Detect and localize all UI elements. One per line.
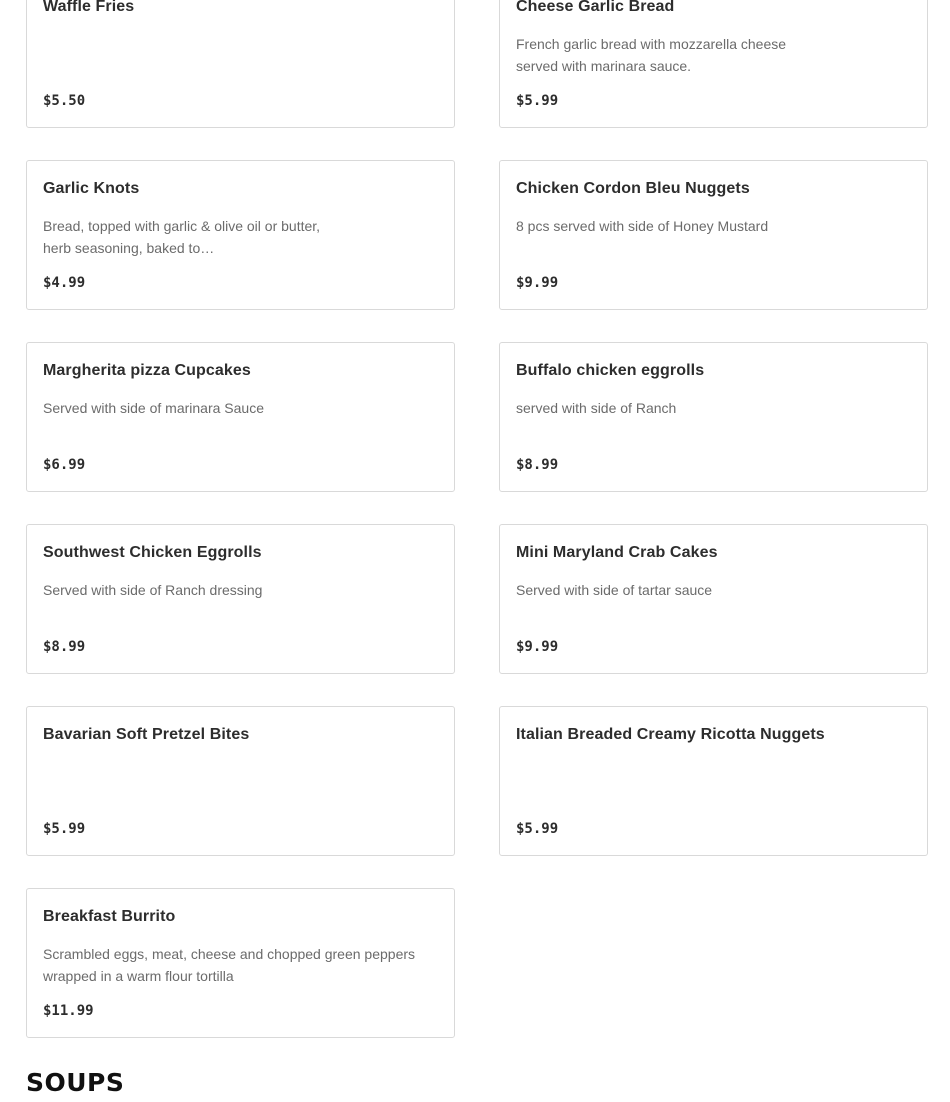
menu-item-name: Mini Maryland Crab Cakes xyxy=(516,544,718,561)
menu-item-price: $5.50 xyxy=(43,93,86,109)
menu-item-price: $5.99 xyxy=(43,821,86,837)
menu-item-price: $9.99 xyxy=(516,275,559,291)
menu-item-description: French garlic bread with mozzarella cheese served with marinara sauce. xyxy=(516,36,787,74)
menu-item-card-southwest-chicken-eggrolls[interactable] xyxy=(26,524,455,674)
menu-item-name: Southwest Chicken Eggrolls xyxy=(43,544,262,561)
menu-item-card-cheese-garlic-bread[interactable] xyxy=(499,0,928,128)
menu-item-description: Served with side of marinara Sauce xyxy=(43,400,264,416)
menu-item-card-breakfast-burrito[interactable] xyxy=(26,888,455,1038)
menu-item-card-margherita-pizza-cupcakes[interactable] xyxy=(26,342,455,492)
menu-item-description: served with side of Ranch xyxy=(516,400,677,416)
menu-item-price: $8.99 xyxy=(43,639,86,655)
menu-item-name: Margherita pizza Cupcakes xyxy=(43,362,251,379)
menu-item-name: Bavarian Soft Pretzel Bites xyxy=(43,726,250,743)
menu-item-name: Garlic Knots xyxy=(43,180,140,197)
menu-item-description: Served with side of tartar sauce xyxy=(516,582,713,598)
menu-item-card-bavarian-soft-pretzel-bites[interactable] xyxy=(26,706,455,856)
menu-item-name: Breakfast Burrito xyxy=(43,908,176,925)
menu-item-card-waffle-fries[interactable] xyxy=(26,0,455,128)
menu-item-name: Buffalo chicken eggrolls xyxy=(516,362,705,379)
menu-item-description: Served with side of Ranch dressing xyxy=(43,582,263,598)
menu-item-price: $5.99 xyxy=(516,93,559,109)
menu-item-price: $11.99 xyxy=(43,1003,94,1019)
section-title-soups: SOUPS xyxy=(26,1068,125,1097)
menu-item-price: $4.99 xyxy=(43,275,86,291)
menu-item-card-chicken-cordon-bleu-nuggets[interactable] xyxy=(499,160,928,310)
menu-item-card-mini-maryland-crab-cakes[interactable] xyxy=(499,524,928,674)
menu-item-name: Cheese Garlic Bread xyxy=(516,0,675,15)
menu-item-name: Chicken Cordon Bleu Nuggets xyxy=(516,180,750,197)
menu-item-name: Italian Breaded Creamy Ricotta Nuggets xyxy=(516,726,825,743)
menu-item-description: 8 pcs served with side of Honey Mustard xyxy=(516,218,769,234)
menu-item-description: Bread, topped with garlic & olive oil or butter, herb seasoning, baked to… xyxy=(43,218,321,256)
menu-item-price: $6.99 xyxy=(43,457,86,473)
menu-item-price: $5.99 xyxy=(516,821,559,837)
menu-item-card-buffalo-chicken-eggrolls[interactable] xyxy=(499,342,928,492)
menu-item-description: Scrambled eggs, meat, cheese and chopped green peppers wrapped in a warm flour tortilla xyxy=(43,946,416,984)
menu-item-card-garlic-knots[interactable] xyxy=(26,160,455,310)
menu-item-price: $9.99 xyxy=(516,639,559,655)
menu-item-name: Waffle Fries xyxy=(43,0,135,15)
menu-item-card-italian-breaded-creamy-ricotta-nuggets[interactable] xyxy=(499,706,928,856)
menu-item-price: $8.99 xyxy=(516,457,559,473)
